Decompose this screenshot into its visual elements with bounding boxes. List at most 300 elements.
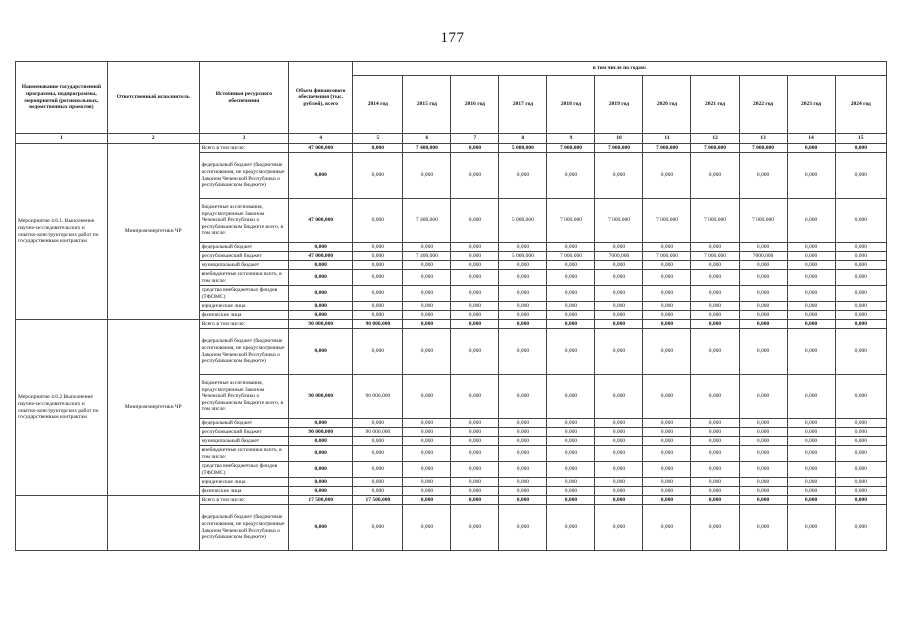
year-amount: 0,000 <box>835 286 886 302</box>
total-amount: 17 500,000 <box>289 496 353 505</box>
year-amount: 7 400,000 <box>403 199 451 243</box>
header-year: 2018 год <box>547 76 595 134</box>
year-amount: 0,000 <box>787 252 835 261</box>
year-amount: 0,000 <box>835 329 886 375</box>
year-amount: 0,000 <box>787 428 835 437</box>
year-amount: 0,000 <box>739 286 787 302</box>
year-amount: 0,000 <box>499 478 547 487</box>
header-column-number: 1 <box>16 134 108 144</box>
year-amount: 7 000,000 <box>691 252 739 261</box>
total-amount: 0,000 <box>289 446 353 462</box>
year-amount: 0,000 <box>451 329 499 375</box>
year-amount: 0,000 <box>643 243 691 252</box>
funding-source: бюджетные ассигнования, предусмотренные Законом Чеченской Республики о республиканском бюджете всего, в том числе: <box>199 375 289 419</box>
year-amount: 0,000 <box>643 311 691 320</box>
year-amount: 90 000,000 <box>353 320 403 329</box>
year-amount: 0,000 <box>643 375 691 419</box>
year-amount: 0,000 <box>787 462 835 478</box>
year-amount: 0,000 <box>403 153 451 199</box>
year-amount: 0,000 <box>691 329 739 375</box>
total-amount: 0,000 <box>289 462 353 478</box>
year-amount: 0,000 <box>353 478 403 487</box>
funding-source: юридические лица <box>199 478 289 487</box>
year-amount: 0,000 <box>353 311 403 320</box>
year-amount: 0,000 <box>499 270 547 286</box>
year-amount: 7 400,000 <box>403 252 451 261</box>
year-amount: 0,000 <box>595 496 643 505</box>
year-amount: 0,000 <box>353 261 403 270</box>
year-amount: 0,000 <box>595 505 643 551</box>
year-amount: 0,000 <box>403 261 451 270</box>
year-amount: 0,000 <box>353 505 403 551</box>
funding-source: Всего в том числе: <box>199 144 289 153</box>
year-amount: 0,000 <box>595 419 643 428</box>
year-amount: 0,000 <box>595 302 643 311</box>
funding-source: Всего в том числе: <box>199 496 289 505</box>
header-column-number: 11 <box>643 134 691 144</box>
year-amount: 0,000 <box>499 286 547 302</box>
funding-source: средства внебюджетных фондов (ТФОМС) <box>199 286 289 302</box>
year-amount: 0,000 <box>547 487 595 496</box>
year-amount: 0,000 <box>499 437 547 446</box>
total-amount: 0,000 <box>289 437 353 446</box>
year-amount: 0,000 <box>499 243 547 252</box>
year-amount: 0,000 <box>451 446 499 462</box>
funding-source: федеральный бюджет (бюджетные ассигнования, не предусмотренные Законом Чеченской Республики о республиканском бюджете) <box>199 329 289 375</box>
year-amount: 0,000 <box>595 487 643 496</box>
year-amount: 0,000 <box>643 496 691 505</box>
year-amount: 0,000 <box>739 320 787 329</box>
total-amount: 0,000 <box>289 302 353 311</box>
year-amount: 0,000 <box>595 311 643 320</box>
year-amount: 0,000 <box>691 311 739 320</box>
year-amount: 0,000 <box>835 428 886 437</box>
year-amount: 0,000 <box>787 320 835 329</box>
year-amount: 0,000 <box>691 302 739 311</box>
header-name: Наименование государственной программы, подпрограммы, мероприятий (региональных, ведомственных проектов) <box>16 62 108 134</box>
year-amount: 0,000 <box>403 329 451 375</box>
year-amount: 0,000 <box>835 153 886 199</box>
year-amount: 0,000 <box>595 375 643 419</box>
funding-source: муниципальный бюджет <box>199 261 289 270</box>
year-amount: 0,000 <box>451 487 499 496</box>
year-amount: 0,000 <box>787 496 835 505</box>
year-amount: 0,000 <box>787 437 835 446</box>
year-amount: 0,000 <box>595 286 643 302</box>
funding-source: юридические лица <box>199 302 289 311</box>
funding-source: бюджетные ассигнования, предусмотренные Законом Чеченской Республики о республиканском бюджете всего, в том числе: <box>199 199 289 243</box>
year-amount: 0,000 <box>451 496 499 505</box>
year-amount: 0,000 <box>643 302 691 311</box>
year-amount: 0,000 <box>643 153 691 199</box>
funding-source: федеральный бюджет <box>199 243 289 252</box>
year-amount: 0,000 <box>403 487 451 496</box>
header-year: 2014 год <box>353 76 403 134</box>
year-amount: 0,000 <box>547 496 595 505</box>
year-amount: 0,000 <box>353 462 403 478</box>
year-amount: 0,000 <box>835 419 886 428</box>
year-amount: 0,000 <box>643 446 691 462</box>
year-amount: 0,000 <box>739 375 787 419</box>
header-column-number: 12 <box>691 134 739 144</box>
year-amount: 0,000 <box>835 199 886 243</box>
total-amount: 0,000 <box>289 153 353 199</box>
year-amount: 0,000 <box>739 462 787 478</box>
year-amount: 0,000 <box>787 286 835 302</box>
year-amount: 0,000 <box>787 505 835 551</box>
year-amount: 0,000 <box>835 462 886 478</box>
total-amount: 0,000 <box>289 487 353 496</box>
year-amount: 0,000 <box>451 311 499 320</box>
year-amount: 0,000 <box>451 261 499 270</box>
year-amount: 0,000 <box>547 320 595 329</box>
header-year: 2020 год <box>643 76 691 134</box>
year-amount: 0,000 <box>353 487 403 496</box>
year-amount: 0,000 <box>547 446 595 462</box>
year-amount: 0,000 <box>403 496 451 505</box>
year-amount: 0,000 <box>835 270 886 286</box>
year-amount: 0,000 <box>739 270 787 286</box>
year-amount: 0,000 <box>499 496 547 505</box>
header-year: 2024 год <box>835 76 886 134</box>
year-amount: 0,000 <box>451 252 499 261</box>
year-amount: 0,000 <box>787 144 835 153</box>
header-column-number: 13 <box>739 134 787 144</box>
year-amount: 0,000 <box>739 311 787 320</box>
year-amount: 17 500,000 <box>353 496 403 505</box>
year-amount: 0,000 <box>451 270 499 286</box>
year-amount: 0,000 <box>835 496 886 505</box>
year-amount: 0,000 <box>403 286 451 302</box>
year-amount: 0,000 <box>547 329 595 375</box>
total-amount: 90 000,000 <box>289 375 353 419</box>
year-amount: 0,000 <box>643 270 691 286</box>
year-amount: 0,000 <box>835 437 886 446</box>
total-amount: 0,000 <box>289 329 353 375</box>
header-column-number: 5 <box>353 134 403 144</box>
year-amount: 0,000 <box>403 437 451 446</box>
total-amount: 0,000 <box>289 286 353 302</box>
year-amount: 0,000 <box>353 252 403 261</box>
financing-table <box>15 61 887 551</box>
year-amount: 0,000 <box>451 144 499 153</box>
year-amount: 0,000 <box>353 270 403 286</box>
header-column-number: 14 <box>787 134 835 144</box>
header-years-group: в том числе по годам: <box>353 62 887 76</box>
year-amount: 0,000 <box>403 302 451 311</box>
header-column-number: 3 <box>199 134 289 144</box>
year-amount: 0,000 <box>691 505 739 551</box>
header-executor: Ответственный исполнитель <box>107 62 199 134</box>
header-source: Источники ресурсного обеспечения <box>199 62 289 134</box>
header-column-number: 9 <box>547 134 595 144</box>
year-amount: 0,000 <box>499 446 547 462</box>
header-column-number: 8 <box>499 134 547 144</box>
total-amount: 90 000,000 <box>289 428 353 437</box>
year-amount: 0,000 <box>547 302 595 311</box>
year-amount: 0,000 <box>835 311 886 320</box>
funding-source: внебюджетные источники всего, в том числе: <box>199 446 289 462</box>
year-amount: 0,000 <box>691 446 739 462</box>
year-amount: 0,000 <box>691 261 739 270</box>
year-amount: 0,000 <box>451 243 499 252</box>
year-amount: 7 000,000 <box>547 252 595 261</box>
year-amount: 0,000 <box>691 375 739 419</box>
year-amount: 0,000 <box>691 270 739 286</box>
year-amount: 0,000 <box>739 505 787 551</box>
year-amount: 0,000 <box>595 320 643 329</box>
year-amount: 0,000 <box>691 243 739 252</box>
year-amount: 5 000,000 <box>499 199 547 243</box>
year-amount: 0,000 <box>787 375 835 419</box>
header-column-number: 7 <box>451 134 499 144</box>
year-amount: 0,000 <box>403 243 451 252</box>
year-amount: 0,000 <box>451 437 499 446</box>
year-amount: 0,000 <box>547 462 595 478</box>
year-amount: 0,000 <box>547 311 595 320</box>
year-amount: 0,000 <box>403 419 451 428</box>
year-amount: 0,000 <box>643 261 691 270</box>
year-amount: 0,000 <box>499 428 547 437</box>
year-amount: 0,000 <box>499 311 547 320</box>
year-amount: 7 000,000 <box>643 144 691 153</box>
funding-source: внебюджетные источники всего, в том числе: <box>199 270 289 286</box>
funding-source: федеральный бюджет <box>199 419 289 428</box>
funding-source: Всего в том числе: <box>199 320 289 329</box>
year-amount: 0,000 <box>451 153 499 199</box>
year-amount: 7 000,000 <box>739 144 787 153</box>
year-amount: 90 000,000 <box>353 428 403 437</box>
year-amount: 0,000 <box>739 478 787 487</box>
year-amount: 0,000 <box>451 478 499 487</box>
year-amount: 0,000 <box>691 462 739 478</box>
year-amount: 0,000 <box>547 478 595 487</box>
year-amount: 0,000 <box>403 375 451 419</box>
year-amount: 0,000 <box>499 153 547 199</box>
year-amount: 0,000 <box>451 419 499 428</box>
header-column-number: 15 <box>835 134 886 144</box>
year-amount: 0,000 <box>835 505 886 551</box>
year-amount: 0,000 <box>691 419 739 428</box>
year-amount: 0,000 <box>353 144 403 153</box>
year-amount: 0,000 <box>353 243 403 252</box>
total-amount: 0,000 <box>289 243 353 252</box>
year-amount: 0,000 <box>353 286 403 302</box>
year-amount: 0,000 <box>835 302 886 311</box>
year-amount: 0,000 <box>451 199 499 243</box>
year-amount: 0,000 <box>451 428 499 437</box>
year-amount: 0,000 <box>835 261 886 270</box>
year-amount: 0,000 <box>595 153 643 199</box>
table-row <box>16 320 887 329</box>
year-amount: 0,000 <box>547 505 595 551</box>
year-amount: 0,000 <box>547 437 595 446</box>
year-amount: 0,000 <box>835 487 886 496</box>
header-year: 2021 год <box>691 76 739 134</box>
header-column-number: 10 <box>595 134 643 144</box>
year-amount: 7 000,000 <box>691 199 739 243</box>
year-amount: 0,000 <box>835 478 886 487</box>
year-amount: 0,000 <box>499 419 547 428</box>
year-amount: 0,000 <box>643 428 691 437</box>
measure-name: Мероприятие 4.6.1. Выполнение научно-исследовательских и опытно-конструкторских работ по государственным контрактам <box>16 144 108 320</box>
year-amount: 0,000 <box>595 243 643 252</box>
measure-name: Мероприятие 4.6.2 Выполнение научно-исследовательских и опытно-конструкторских работ по государственным контрактам <box>16 320 108 496</box>
year-amount: 0,000 <box>835 375 886 419</box>
year-amount: 0,000 <box>643 329 691 375</box>
year-amount: 0,000 <box>739 419 787 428</box>
year-amount: 0,000 <box>835 320 886 329</box>
header-year: 2016 год <box>451 76 499 134</box>
year-amount: 0,000 <box>595 329 643 375</box>
year-amount: 7 000,000 <box>595 199 643 243</box>
year-amount: 7 400,000 <box>403 144 451 153</box>
header-column-number: 6 <box>403 134 451 144</box>
year-amount: 0,000 <box>353 329 403 375</box>
year-amount: 0,000 <box>787 243 835 252</box>
year-amount: 0,000 <box>403 311 451 320</box>
header-column-number: 4 <box>289 134 353 144</box>
total-amount: 47 000,000 <box>289 252 353 261</box>
year-amount: 0,000 <box>643 478 691 487</box>
funding-source: муниципальный бюджет <box>199 437 289 446</box>
total-amount: 0,000 <box>289 478 353 487</box>
year-amount: 0,000 <box>547 375 595 419</box>
table-row <box>16 144 887 153</box>
header-year: 2023 год <box>787 76 835 134</box>
year-amount: 0,000 <box>353 199 403 243</box>
year-amount: 5 000,000 <box>499 252 547 261</box>
header-year: 2022 год <box>739 76 787 134</box>
year-amount: 0,000 <box>691 487 739 496</box>
header-year: 2017 год <box>499 76 547 134</box>
year-amount: 0,000 <box>739 428 787 437</box>
year-amount: 0,000 <box>403 320 451 329</box>
year-amount: 0,000 <box>451 462 499 478</box>
total-amount: 47 000,000 <box>289 199 353 243</box>
header-total: Объем финансового обеспечения (тыс. рублей), всего <box>289 62 353 134</box>
year-amount: 7 000,000 <box>643 252 691 261</box>
year-amount: 0,000 <box>547 153 595 199</box>
year-amount: 0,000 <box>595 428 643 437</box>
year-amount: 0,000 <box>739 243 787 252</box>
header-year: 2015 год <box>403 76 451 134</box>
year-amount: 0,000 <box>451 286 499 302</box>
year-amount: 0,000 <box>739 487 787 496</box>
year-amount: 0,000 <box>403 428 451 437</box>
year-amount: 0,000 <box>353 419 403 428</box>
year-amount: 0,000 <box>353 437 403 446</box>
year-amount: 0,000 <box>835 144 886 153</box>
year-amount: 0,000 <box>547 243 595 252</box>
year-amount: 0,000 <box>595 446 643 462</box>
year-amount: 0,000 <box>499 505 547 551</box>
year-amount: 0,000 <box>739 302 787 311</box>
year-amount: 0,000 <box>403 505 451 551</box>
year-amount: 0,000 <box>643 487 691 496</box>
year-amount: 0,000 <box>691 286 739 302</box>
year-amount: 0,000 <box>739 153 787 199</box>
responsible-executor <box>107 496 199 551</box>
year-amount: 7 000,000 <box>643 199 691 243</box>
funding-source: физические лица <box>199 311 289 320</box>
table-row <box>16 496 887 505</box>
year-amount: 0,000 <box>353 302 403 311</box>
page-number: 177 <box>440 30 465 46</box>
year-amount: 0,000 <box>499 302 547 311</box>
year-amount: 0,000 <box>403 270 451 286</box>
funding-source: федеральный бюджет (бюджетные ассигнования, не предусмотренные Законом Чеченской Республики о республиканском бюджете) <box>199 153 289 199</box>
year-amount: 0,000 <box>643 505 691 551</box>
year-amount: 0,000 <box>499 487 547 496</box>
year-amount: 7000,000 <box>739 252 787 261</box>
year-amount: 0,000 <box>787 446 835 462</box>
year-amount: 7000,000 <box>595 252 643 261</box>
total-amount: 90 000,000 <box>289 320 353 329</box>
funding-source: физические лица <box>199 487 289 496</box>
year-amount: 0,000 <box>787 270 835 286</box>
year-amount: 0,000 <box>499 462 547 478</box>
year-amount: 0,000 <box>547 286 595 302</box>
year-amount: 0,000 <box>595 261 643 270</box>
year-amount: 0,000 <box>691 428 739 437</box>
year-amount: 0,000 <box>787 419 835 428</box>
year-amount: 0,000 <box>691 496 739 505</box>
year-amount: 0,000 <box>643 462 691 478</box>
year-amount: 0,000 <box>739 437 787 446</box>
year-amount: 0,000 <box>595 478 643 487</box>
header-numbers-row <box>16 134 887 144</box>
responsible-executor: Минпромэнергетики ЧР <box>107 144 199 320</box>
year-amount: 0,000 <box>787 311 835 320</box>
year-amount: 0,000 <box>547 261 595 270</box>
year-amount: 0,000 <box>787 199 835 243</box>
year-amount: 0,000 <box>739 446 787 462</box>
year-amount: 0,000 <box>547 428 595 437</box>
year-amount: 0,000 <box>451 320 499 329</box>
total-amount: 0,000 <box>289 261 353 270</box>
year-amount: 0,000 <box>691 437 739 446</box>
total-amount: 0,000 <box>289 270 353 286</box>
year-amount: 7 000,000 <box>691 144 739 153</box>
year-amount: 0,000 <box>451 505 499 551</box>
responsible-executor: Минпромэнергетики ЧР <box>107 320 199 496</box>
year-amount: 0,000 <box>787 478 835 487</box>
year-amount: 0,000 <box>691 320 739 329</box>
year-amount: 0,000 <box>499 375 547 419</box>
year-amount: 0,000 <box>643 286 691 302</box>
year-amount: 0,000 <box>403 462 451 478</box>
year-amount: 0,000 <box>691 478 739 487</box>
year-amount: 7 000,000 <box>547 199 595 243</box>
year-amount: 0,000 <box>451 302 499 311</box>
year-amount: 0,000 <box>787 487 835 496</box>
year-amount: 0,000 <box>739 496 787 505</box>
year-amount: 0,000 <box>691 153 739 199</box>
year-amount: 0,000 <box>595 270 643 286</box>
year-amount: 0,000 <box>595 462 643 478</box>
year-amount: 0,000 <box>835 252 886 261</box>
funding-source: средства внебюджетных фондов (ТФОМС) <box>199 462 289 478</box>
year-amount: 0,000 <box>835 446 886 462</box>
header-year: 2019 год <box>595 76 643 134</box>
year-amount: 0,000 <box>451 375 499 419</box>
year-amount: 7 000,000 <box>595 144 643 153</box>
year-amount: 0,000 <box>643 320 691 329</box>
funding-source: республиканский бюджет <box>199 252 289 261</box>
year-amount: 0,000 <box>787 329 835 375</box>
funding-source: федеральный бюджет (бюджетные ассигнования, не предусмотренные Законом Чеченской Республики о республиканском бюджете) <box>199 505 289 551</box>
